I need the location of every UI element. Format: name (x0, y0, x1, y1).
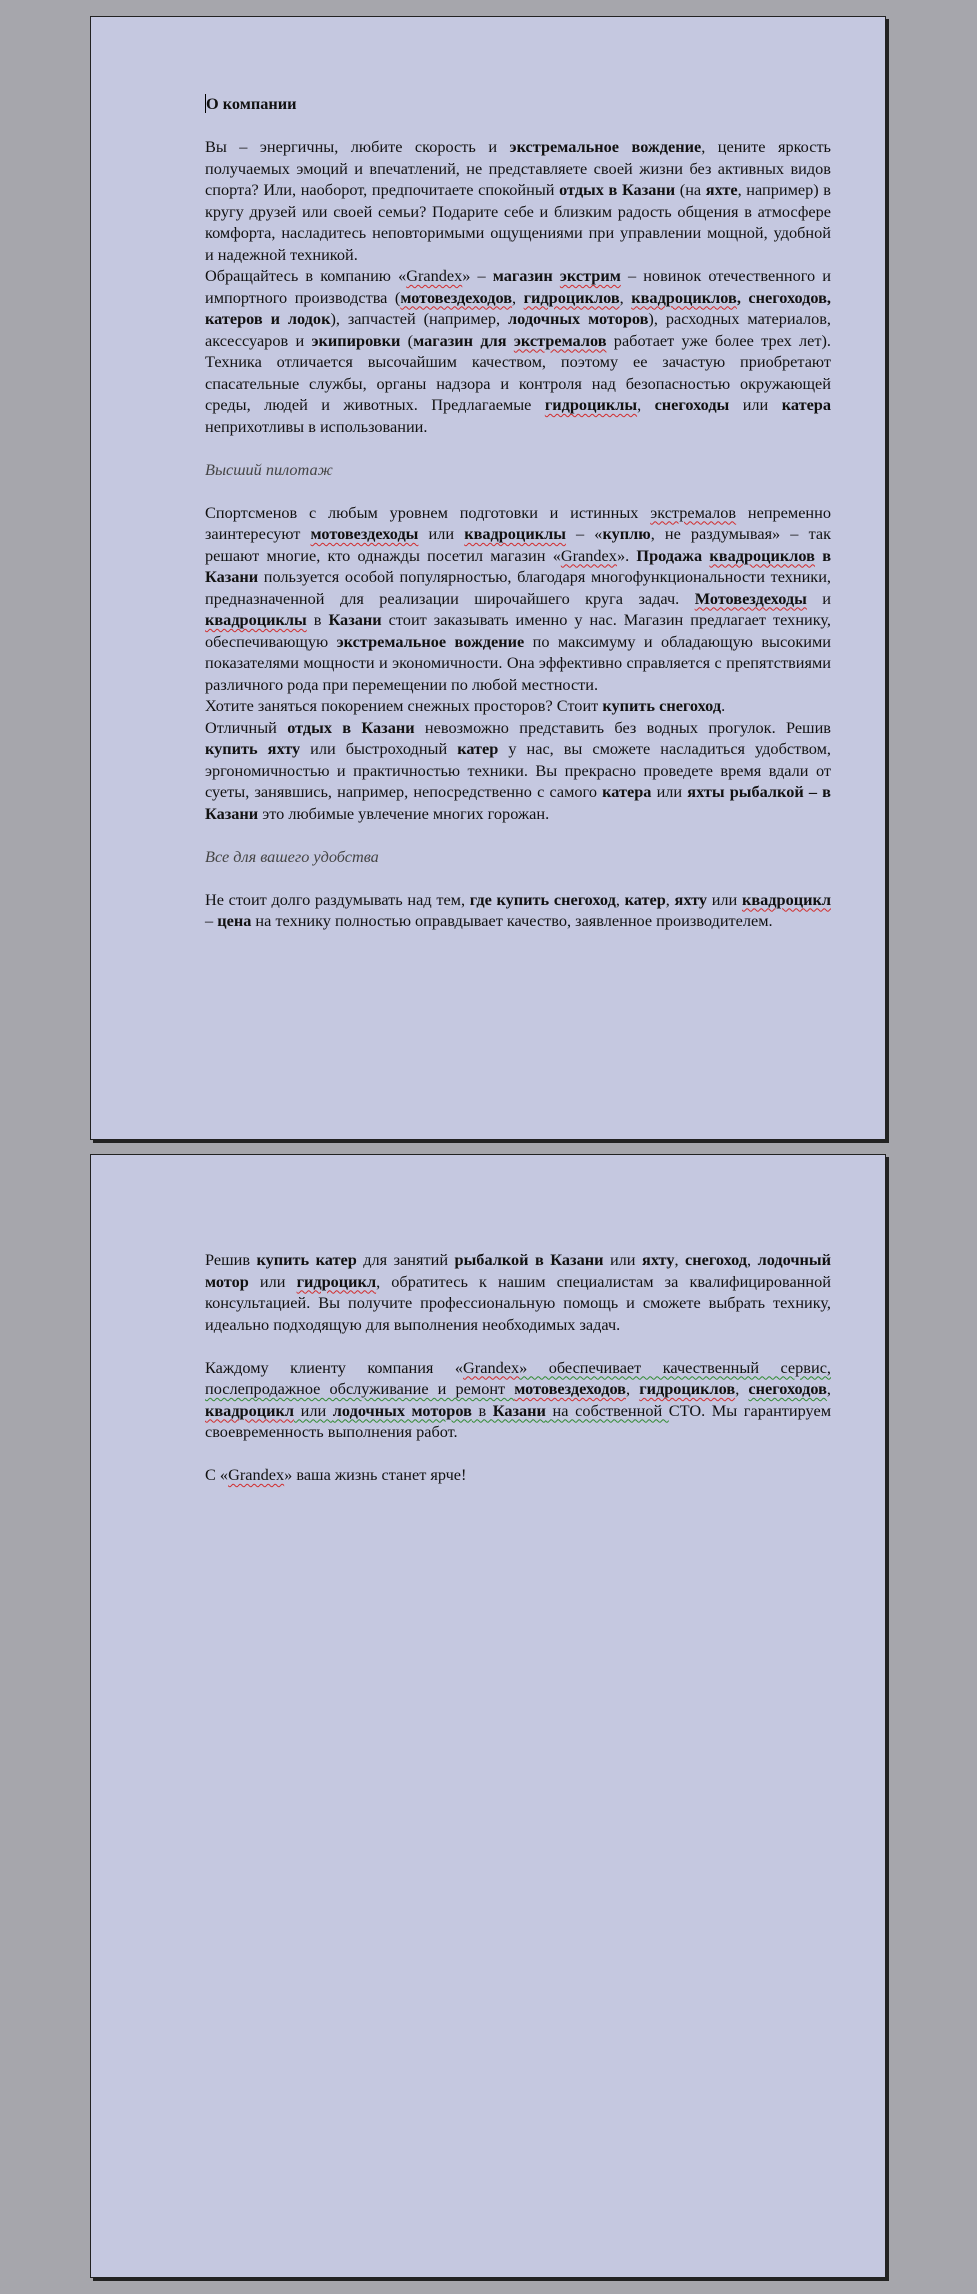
text-run: Вы – энергичны, любите скорость и (205, 137, 510, 156)
text-run: , (735, 1379, 749, 1398)
paragraph-rest (205, 717, 831, 825)
text-run: , (665, 889, 675, 909)
text-run: – (205, 911, 218, 930)
text-run: яхте (705, 180, 738, 199)
text-run: , (512, 287, 524, 307)
text-run: на технику полностью оправдывает качество, заявленное производителем. (251, 911, 773, 930)
text-run: на собственной (545, 1400, 669, 1420)
text-run: С « (205, 1465, 229, 1484)
text-run: магазин для (413, 330, 514, 350)
text-run: Казани (492, 1400, 546, 1420)
text-run: Обращайтесь в компанию « (205, 266, 407, 285)
text-run: – новинок отечественного и импортного производства ( (205, 266, 831, 307)
text-run: гидроциклов (523, 287, 620, 307)
text-run: цена (217, 911, 252, 930)
text-run: купить яхту (205, 739, 301, 758)
text-run: Решив (205, 1250, 257, 1269)
text-run: ». (616, 545, 637, 565)
text-run: . (721, 696, 726, 715)
text-run: лодочных моторов (332, 1400, 472, 1420)
text-run: или (294, 1400, 333, 1420)
text-run: невозможно представить без водных прогулок. Решив (414, 717, 831, 737)
text-run: яхту (642, 1250, 675, 1269)
text-run: купить катер (256, 1250, 357, 1269)
text-run: яхты рыбалкой – в Казани (205, 782, 831, 823)
text-run: , не раздумывая» – так решают многие, кто однажды посетил магазин « (205, 524, 832, 565)
page-1-text[interactable] (205, 93, 831, 932)
text-run: гидроциклы (544, 395, 638, 414)
text-run: отдых в Казани (559, 180, 676, 199)
text-run: ), расходных материалов, аксессуаров и (205, 309, 831, 350)
text-run: квадроцикл (205, 1400, 295, 1420)
text-run: , (615, 889, 625, 909)
text-run: экстремалов (650, 502, 737, 522)
text-run: и (806, 588, 831, 608)
text-run: , (625, 1379, 640, 1398)
text-run: (на (675, 180, 706, 199)
text-run: гидроцикл (296, 1271, 377, 1291)
document-page-2 (90, 1154, 886, 2278)
text-run: экстремальное вождение (336, 631, 525, 651)
text-run: , цените яркость получаемых эмоций и впечатлений, не представляете своей жизни без активных видов спорта? Или, наоборот, предпочитаете спокойный (205, 137, 831, 199)
text-run: или (248, 1271, 297, 1291)
text-run: или быстроходный (300, 739, 458, 758)
text-run: снегоход (685, 1250, 748, 1269)
text-run: – « (565, 524, 603, 543)
paragraph-price (205, 889, 831, 932)
text-run: отдых в Казани (287, 717, 415, 737)
text-run: квадроцикл (741, 889, 831, 909)
text-run: , (619, 287, 632, 307)
text-run: магазин (492, 266, 560, 285)
text-run: Каждому клиенту компания « (205, 1357, 464, 1377)
text-run: Grandex (406, 266, 463, 285)
text-run: ( (400, 330, 414, 350)
text-run: Мотовездеходы (694, 588, 807, 608)
text-run: яхту (674, 889, 708, 909)
paragraph-snow (205, 695, 831, 717)
text-run: у нас, вы сможете насладиться удобством, эргономичностью и практичностью техники. Вы прекрасно проведете время вдали от суеты, занявшись, например, непосредственно с самого (205, 739, 831, 801)
text-run: рыбалкой в Казани (454, 1250, 604, 1269)
text-run: квадроциклы (205, 610, 307, 629)
text-run: непременно заинтересуют (205, 502, 832, 543)
text-run: или (729, 395, 782, 414)
text-run: » обеспечивает качественный сервис, послепродажное обслуживание и ремонт (205, 1357, 832, 1398)
text-run: мотовездеходов (400, 287, 513, 307)
text-run: снегоходы (654, 395, 730, 414)
text-run: катера (602, 782, 652, 801)
text-run: катера (781, 395, 831, 414)
paragraph-sportsmen (205, 502, 831, 696)
text-run: , (747, 1250, 758, 1269)
text-run: катер (457, 739, 499, 758)
text-run: или (603, 1250, 643, 1269)
text-run: Не стоит долго раздумывать над тем, (205, 889, 470, 909)
text-run: где купить снегоход (469, 889, 616, 909)
paragraph-company (205, 265, 831, 437)
text-run: » – (462, 266, 493, 285)
text-run: , (674, 1250, 686, 1269)
document-title: О компании (206, 94, 297, 113)
text-run: стоит заказывать именно у нас. Магазин предлагает технику, обеспечивающую (205, 610, 831, 651)
text-run: СТО. Мы гарантируем своевременность выполнения работ. (205, 1400, 832, 1441)
document-page-1 (90, 16, 886, 1140)
text-run: Спортсменов с любым уровнем подготовки и истинных (205, 502, 651, 522)
text-run: катер (624, 889, 666, 909)
text-run: это любимые увлечение многих горожан. (258, 803, 550, 823)
text-run: пользуется особой популярностью, благодаря многофункциональности техники, предназначенной для реализации широчайшего круга задач. (205, 567, 831, 608)
text-run: квадроциклы (464, 524, 566, 543)
paragraph-service (205, 1357, 831, 1443)
text-run: , например) в кругу друзей или своей семьи? Подарите себе и близким радость общения в атмосфере комфорта, насладитесь неповторимыми ощущениями при управлении мощной, удобной и надежной техникой. (205, 180, 831, 264)
paragraph-intro (205, 136, 831, 265)
text-run: или (707, 889, 742, 909)
paragraph-closing (205, 1464, 831, 1486)
text-run: , обратитесь к нашим специалистам за квалифицированной консультацией. Вы получите профессиональную помощь и сможете выбрать технику, идеально подходящую для выполнения необходимых задач. (205, 1271, 831, 1334)
text-run: неприхотливы в использовании. (205, 416, 428, 436)
text-run: » ваша жизнь станет ярче! (284, 1465, 467, 1484)
text-run: , (826, 1379, 831, 1398)
text-run: , снегоходов, катеров и лодок (205, 287, 831, 328)
text-run: Grandex (228, 1465, 285, 1484)
text-run: экстремалов (513, 330, 607, 350)
text-run: гидроциклов (639, 1379, 736, 1398)
paragraph-consult (205, 1249, 831, 1335)
text-run: Grandex (463, 1357, 520, 1377)
text-run: мотовездеходы (310, 524, 419, 543)
text-run: квадроциклов (709, 545, 815, 565)
text-run: экипировки (311, 330, 401, 350)
text-run: ), запчастей (например, (330, 309, 509, 328)
text-run: или (418, 524, 465, 543)
text-run: в Казани (205, 545, 832, 586)
text-run: лодочных моторов (508, 309, 649, 328)
subheading-comfort: Все для вашего удобства (205, 846, 379, 866)
text-run: купить снегоход (602, 696, 722, 715)
text-run: для занятий (356, 1250, 455, 1269)
text-run: Grandex (560, 545, 617, 565)
text-run: , (637, 395, 655, 414)
text-run: в (306, 610, 329, 629)
text-run: работает уже более трех лет). Техника отличается высочайшим качеством, поэтому ее зачастую приобретают спасательные службы, органы надзора и контроля над безопасностью окружающей среды, людей и животных. Предлагаемые (205, 330, 831, 414)
text-run: в (471, 1400, 493, 1420)
text-run: экстремальное вождение (509, 137, 702, 156)
text-run: квадроциклов (631, 287, 737, 307)
text-run: экстрим (559, 266, 621, 285)
subheading-pilotage: Высший пилотаж (205, 459, 333, 479)
text-run: Продажа (636, 545, 710, 565)
text-run: Казани (328, 610, 382, 629)
text-run: снегоходов (748, 1379, 827, 1398)
text-run: Хотите заняться покорением снежных просторов? Стоит (205, 696, 603, 715)
text-run: куплю (602, 524, 651, 543)
text-run: по максимуму и обладающую высокими показателями мощности и экономичности. Она эффективно справляется с препятствиями различного рода при перемещении по любой местности. (205, 631, 831, 694)
text-run: или (651, 782, 688, 801)
text-run: Отличный (205, 717, 288, 737)
text-run: мотовездеходов (514, 1379, 626, 1398)
page-2-text[interactable] (205, 1249, 831, 1486)
text-run: лодочный мотор (205, 1250, 832, 1291)
